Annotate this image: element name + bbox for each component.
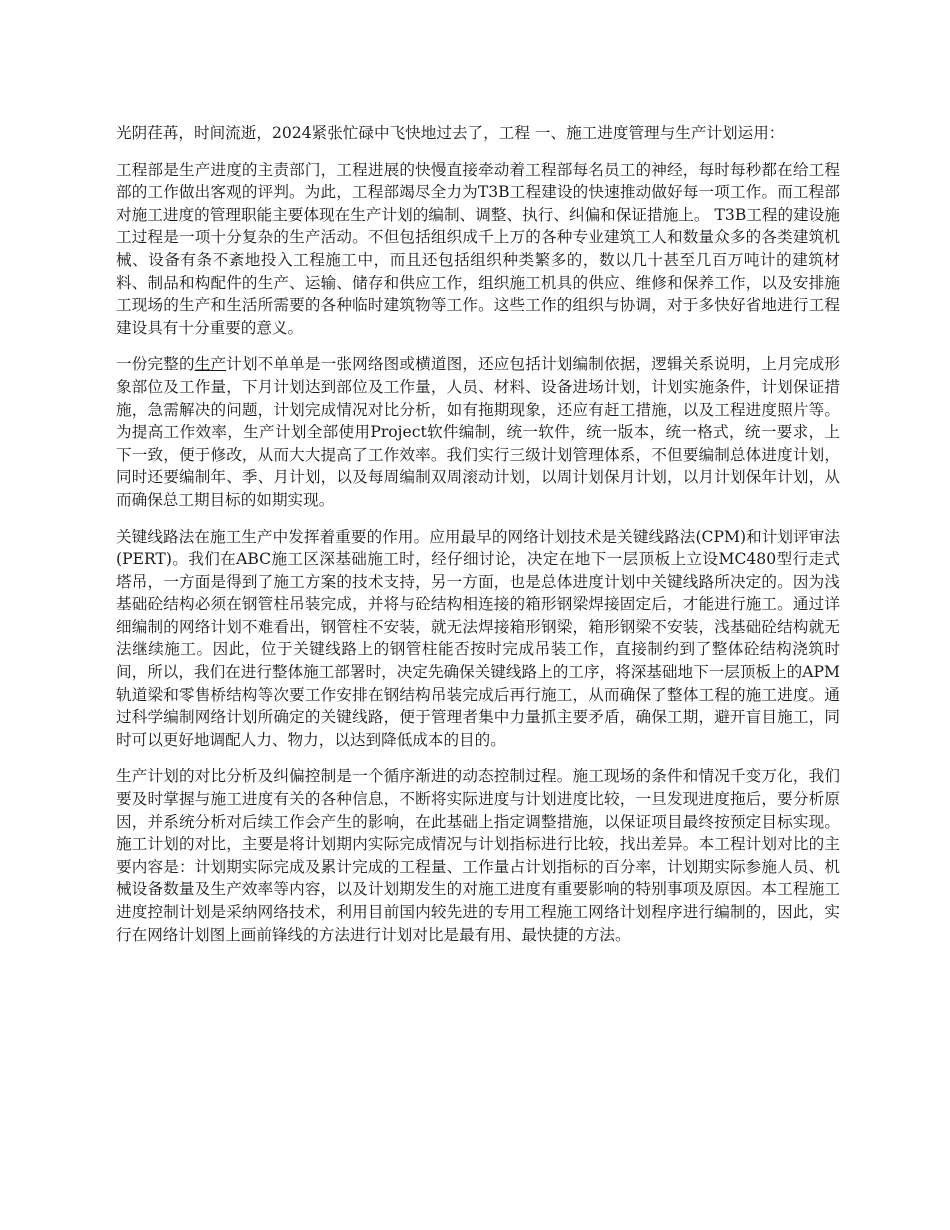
paragraph-engineering-dept: 工程部是生产进度的主责部门，工程进展的快慢直接牵动着工程部每名员工的神经，每时每秒都在给工程部的工作做出客观的评判。为此，工程部竭尽全力为T3B工程建设的快速推动做好每一项工作。而工程部对施工进度的管理职能主要体现在生产计划的编制、调整、执行、纠偏和保证措施上。 T3B工程的建设施工过程是一项十分复杂的生产活动。不但包括组织成千上万的各种专业建筑工人和数量众多的各类建筑机械、设备有条不紊地投入工程施工中，而且还包括组织种类繁多的，数以几十甚至几百万吨计的建筑材料、制品和构配件的生产、运输、储存和供应工作，组织施工机具的供应、维修和保养工作，以及安排施工现场的生产和生活所需要的各种临时建筑物等工作。这些工作的组织与协调，对于多快好省地进行工程建设具有十分重要的意义。	[116, 160, 840, 337]
underlined-keyword: 生产	[194, 355, 227, 374]
paragraph-text-segment: 计划不单单是一张网络图或横道图，还应包括计划编制依据，逻辑关系说明，上月完成形象部位及工作量，下月计划达到部位及工作量，人员、材料、设备进场计划，计划实施条件，计划保证措施，急需解决的问题，计划完成情况对比分析，如有拖期现象，还应有赶工措施，以及工程进度照片等。为提高工作效率，生产计划全部使用Project软件编制，统一软件，统一版本，统一格式，统一要求，上下一致，便于修改，从而大大提高了工作效率。我们实行三级计划管理体系，不但要编制总体进度计划，同时还要编制年、季、月计划，以及每周编制双周滚动计划，以周计划保月计划，以月计划保年计划，从而确保总工期目标的如期实现。	[116, 355, 840, 509]
paragraph-comparison-analysis: 生产计划的对比分析及纠偏控制是一个循序渐进的动态控制过程。施工现场的条件和情况千变万化，我们要及时掌握与施工进度有关的各种信息，不断将实际进度与计划进度比较，一旦发现进度拖后，要分析原因，并系统分析对后续工作会产生的影响，在此基础上指定调整措施，以保证项目最终按预定目标实现。施工计划的对比，主要是将计划期内实际完成情况与计划指标进行比较，找出差异。本工程计划对比的主要内容是：计划期实际完成及累计完成的工程量、工作量占计划指标的百分率，计划期实际参施人员、机械设备数量及生产效率等内容，以及计划期发生的对施工进度有重要影响的特别事项及原因。本工程施工进度控制计划是采纳网络技术，利用目前国内较先进的专用工程施工网络计划程序进行编制的，因此，实行在网络计划图上画前锋线的方法进行计划对比是最有用、最快捷的方法。	[116, 767, 840, 944]
paragraph-text-segment: 一份完整的	[116, 355, 195, 374]
paragraph-production-plan	[116, 353, 840, 511]
document-body	[116, 122, 840, 960]
paragraph-critical-path: 关键线路法在施工生产中发挥着重要的作用。应用最早的网络计划技术是关键线路法(CPM)和计划评审法(PERT)。我们在ABC施工区深基础施工时，经仔细讨论，决定在地下一层顶板上立设MC480型行走式塔吊，一方面是得到了施工方案的技术支持，另一方面，也是总体进度计划中关键线路所决定的。因为浅基础砼结构必须在钢管柱吊装完成，并将与砼结构相连接的箱形钢梁焊接固定后，才能进行施工。通过详细编制的网络计划不难看出，钢管柱不安装，就无法焊接箱形钢梁，箱形钢梁不安装，浅基础砼结构就无法继续施工。因此，位于关键线路上的钢管柱能否按时完成吊装工作，直接制约到了整体砼结构浇筑时间，所以，我们在进行整体施工部署时，决定先确保关键线路上的工序，将深基础地下一层顶板上的APM轨道梁和零售桥结构等次要工作安排在钢结构吊装完成后再行施工，从而确保了整体工程的施工进度。通过科学编制网络计划所确定的关键线路，便于管理者集中力量抓主要矛盾，确保工期，避开盲目施工，同时可以更好地调配人力、物力，以达到降低成本的目的。	[116, 527, 840, 749]
paragraph-intro: 光阴荏苒，时间流逝，2024紧张忙碌中飞快地过去了，工程 一、施工进度管理与生产计划运用：	[116, 124, 785, 142]
